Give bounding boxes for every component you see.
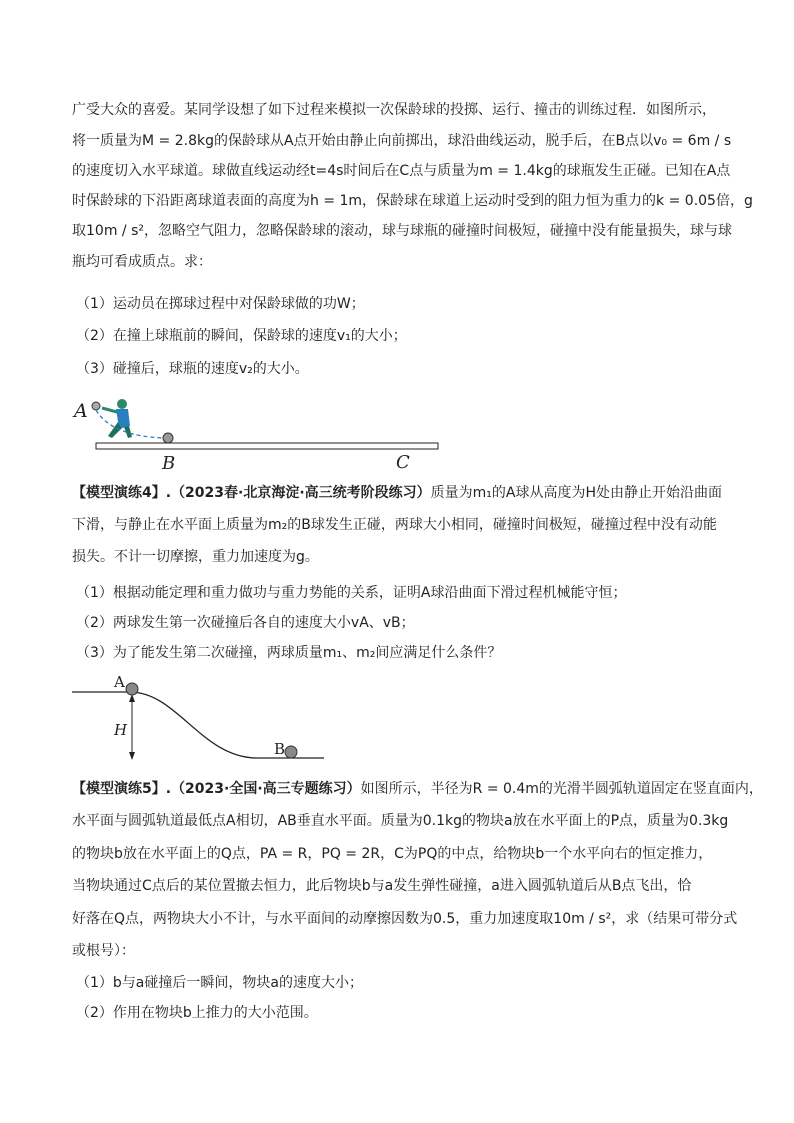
p2-line-1-text: 质量为m₁的A球从高度为H处由静止开始沿曲面 xyxy=(430,485,723,501)
label-b: B xyxy=(162,453,176,474)
ball-b xyxy=(285,746,297,758)
lane-track xyxy=(96,443,438,449)
p3-line-1 xyxy=(72,779,763,799)
label-a: A xyxy=(74,400,88,422)
p3-line-1-text: 如图所示，半径为R = 0.4m的光滑半圆弧轨道固定在竖直面内， xyxy=(360,781,763,797)
p1-question-3: （3）碰撞后，球瓶的速度v₂的大小。 xyxy=(76,361,309,377)
p2-line-1 xyxy=(72,483,722,503)
ball-a xyxy=(126,683,138,695)
p2-question-1: （1）根据动能定理和重力做功与重力势能的关系，证明A球沿曲面下滑过程机械能守恒； xyxy=(76,585,627,601)
label-ball-b: B xyxy=(274,740,286,758)
p2-line-2: 下滑，与静止在水平面上质量为m₂的B球发生正碰，两球大小相同，碰撞时间极短，碰撞过程中没有动能 xyxy=(72,517,717,533)
p3-line-6: 或根号）： xyxy=(72,943,135,959)
p3-line-4: 当物块通过C点后的某位置撤去恒力，此后物块b与a发生弹性碰撞，a进入圆弧轨道后从B点飞出，恰 xyxy=(72,878,692,894)
ball-trajectory xyxy=(96,410,167,438)
p3-question-1: （1）b与a碰撞后一瞬间，物块a的速度大小； xyxy=(76,975,363,991)
bowling-figure xyxy=(72,392,452,474)
p2-line-3: 损失。不计一切摩擦，重力加速度为g。 xyxy=(72,549,319,565)
p3-line-2: 水平面与圆弧轨道最低点A相切，AB垂直水平面。质量为0.1kg的物块a放在水平面上的P点，质量为0.3kg xyxy=(72,813,729,829)
p2-question-3: （3）为了能发生第二次碰撞，两球质量m₁、m₂间应满足什么条件？ xyxy=(76,645,502,661)
p2-heading: 【模型演练4】.（2023春·北京海淀·高三统考阶段练习） xyxy=(72,485,431,501)
ball-at-a xyxy=(92,402,100,410)
p3-line-3: 的物块b放在水平面上的Q点，PA = R，PQ = 2R，C为PQ的中点，给物块b一个水平向右的恒定推力， xyxy=(72,846,713,862)
ball-at-b xyxy=(163,433,173,443)
p1-line-6: 瓶均可看成质点。求： xyxy=(72,254,212,270)
bowler-icon xyxy=(102,399,132,438)
p1-line-1: 广受大众的喜爱。某同学设想了如下过程来模拟一次保龄球的投掷、运行、撞击的训练过程．如图所示， xyxy=(72,102,716,118)
p1-question-2: （2）在撞上球瓶前的瞬间，保龄球的速度v₁的大小； xyxy=(76,328,407,344)
slope-figure xyxy=(72,672,332,772)
p3-heading: 【模型演练5】.（2023·全国·高三专题练习） xyxy=(72,781,361,797)
label-h: H xyxy=(114,721,128,739)
p3-line-5: 好落在Q点，两物块大小不计，与水平面间的动摩擦因数为0.5，重力加速度取10m / s²，求（结果可带分式 xyxy=(72,911,738,927)
label-c: C xyxy=(396,452,410,473)
label-ball-a: A xyxy=(114,673,125,691)
p1-question-1: （1）运动员在掷球过程中对保龄球做的功W； xyxy=(76,296,365,312)
p1-line-4: 时保龄球的下沿距离球道表面的高度为h = 1m，保龄球在球道上运动时受到的阻力恒为重力的k = 0.05倍，g xyxy=(72,193,753,209)
p1-line-2: 将一质量为M = 2.8kg的保龄球从A点开始由静止向前掷出，球沿曲线运动，脱手后，在B点以v₀ = 6m / s xyxy=(72,133,732,149)
p1-line-5: 取10m / s²，忽略空气阻力，忽略保龄球的滚动，球与球瓶的碰撞时间极短，碰撞中没有能量损失，球与球 xyxy=(72,223,732,239)
p2-question-2: （2）两球发生第一次碰撞后各自的速度大小vA、vB； xyxy=(76,615,415,631)
p3-question-2: （2）作用在物块b上推力的大小范围。 xyxy=(76,1005,318,1021)
p1-line-3: 的速度切入水平球道。球做直线运动经t=4s时间后在C点与质量为m = 1.4kg的球瓶发生正碰。已知在A点 xyxy=(72,163,731,179)
